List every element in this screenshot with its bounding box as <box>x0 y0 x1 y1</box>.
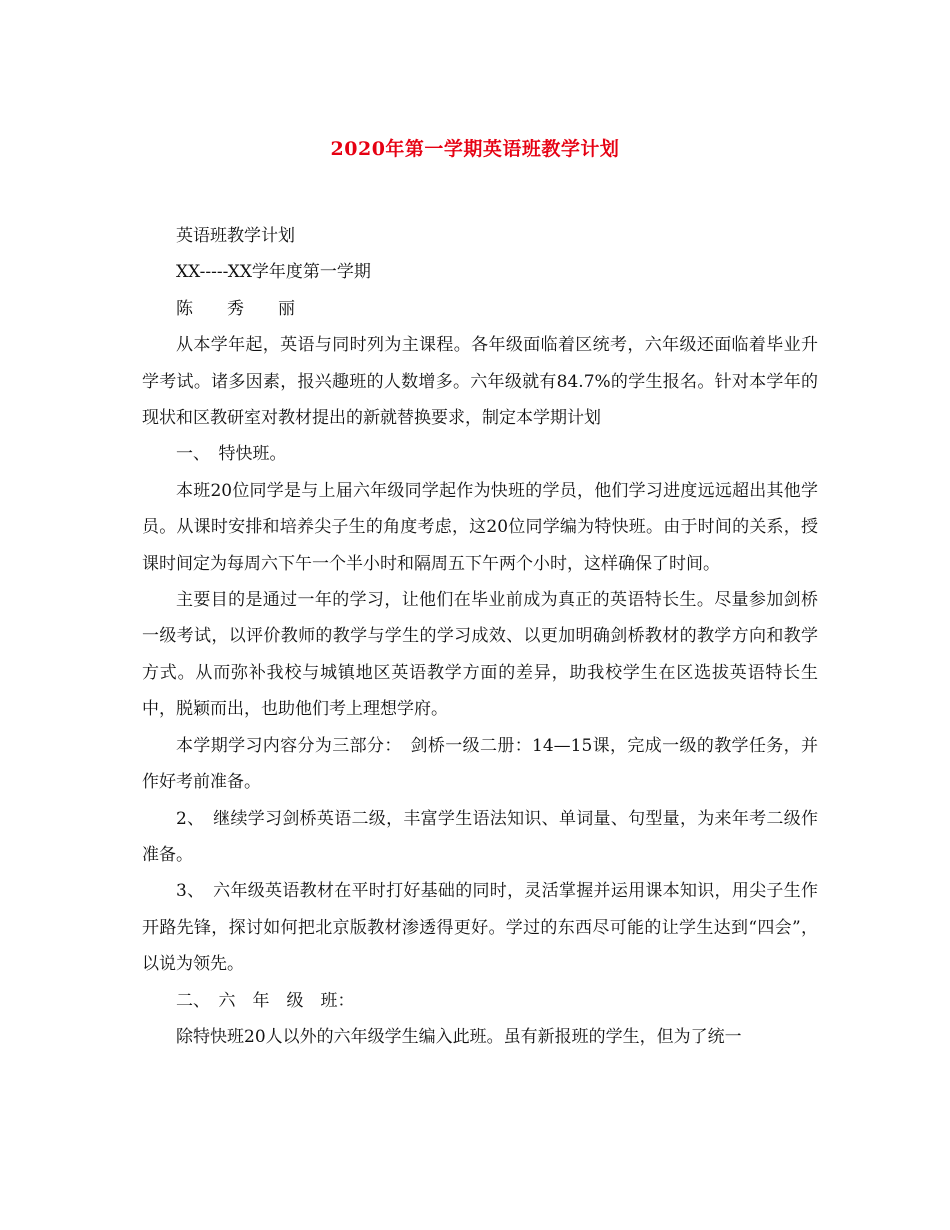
section-heading-fast-class: 一、 特快班。 <box>176 444 287 465</box>
paragraph-content-part-1: 本学期学习内容分为三部分： 剑桥一级二册：14—15课，完成一级的教学任务，并作好考前准备。 <box>142 735 818 793</box>
paragraph-heading: 英语班教学计划 <box>176 226 295 246</box>
paragraph-school-year: XX-----XX学年度第一学期 <box>176 262 371 283</box>
paragraph-content-part-2: 2、 继续学习剑桥英语二级，丰富学生语法知识、单词量、句型量，为来年考二级作准备。 <box>142 808 818 865</box>
paragraph-grade-six: 除特快班20人以外的六年级学生编入此班。虽有新报班的学生，但为了统一 <box>176 1026 742 1047</box>
document-title: 2020年第一学期英语班教学计划 <box>330 138 620 160</box>
document-body <box>142 218 818 1055</box>
paragraph-intro: 从本学年起，英语与同时列为主课程。各年级面临着区统考，六年级还面临着毕业升学考试。诸多因素，报兴趣班的人数增多。六年级就有84.7%的学生报名。针对本学年的现状和区教研室对教材提出的新就替换要求，制定本学期计划 <box>142 335 818 429</box>
paragraph-main-goal: 主要目的是通过一年的学习，让他们在毕业前成为真正的英语特长生。尽量参加剑桥一级考试，以评价教师的教学与学生的学习成效、以更加明确剑桥教材的教学方向和教学方式。从而弥补我校与城镇地区英语教学方面的差异，助我校学生在区选拔英语特长生中，脱颖而出，也助他们考上理想学府。 <box>142 590 818 720</box>
paragraph-author: 陈 秀 丽 <box>176 298 295 319</box>
paragraph-fast-class: 本班20位同学是与上届六年级同学起作为快班的学员，他们学习进度远远超出其他学员。从课时安排和培养尖子生的角度考虑，这20位同学编为特快班。由于时间的关系，授课时间定为每周六下午一个半小时和隔周五下午两个小时，这样确保了时间。 <box>142 480 818 574</box>
paragraph-content-part-3: 3、 六年级英语教材在平时打好基础的同时，灵活掌握并运用课本知识，用尖子生作开路先锋，探讨如何把北京版教材渗透得更好。学过的东西尽可能的让学生达到“四会”，以说为领先。 <box>142 881 818 975</box>
section-heading-grade-six: 二、 六 年 级 班： <box>176 990 355 1011</box>
